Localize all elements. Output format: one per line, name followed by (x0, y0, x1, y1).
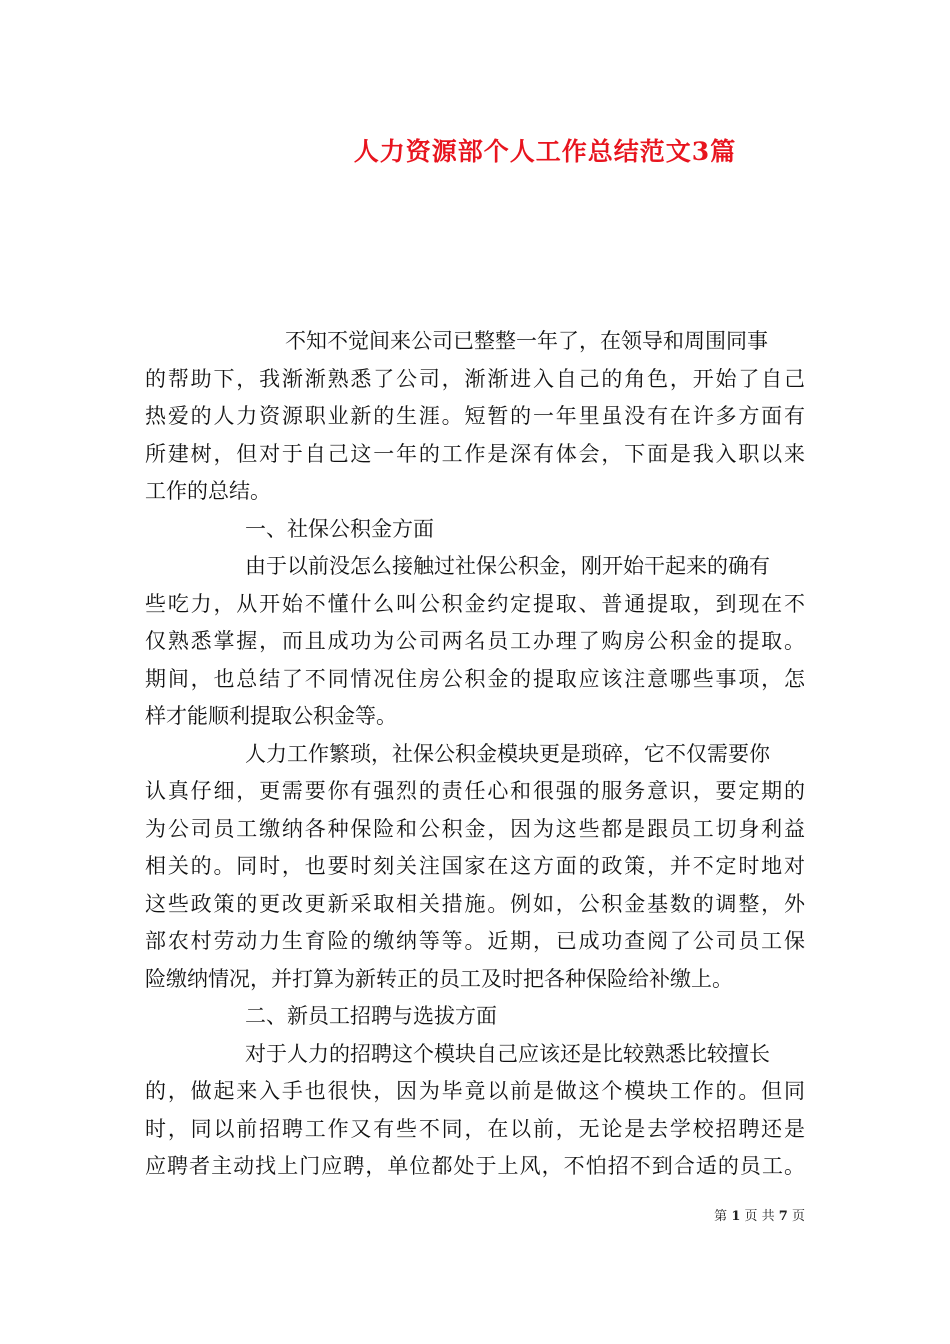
paragraph-line: 时，同以前招聘工作又有些不同，在以前，无论是去学校招聘还是 (145, 1116, 805, 1141)
footer-prefix: 第 (714, 1209, 728, 1224)
paragraph-line: 些吃力，从开始不懂什么叫公积金约定提取、普通提取，到现在不 (145, 591, 805, 616)
paragraph-line: 热爱的人力资源职业新的生涯。短暂的一年里虽没有在许多方面有 (145, 404, 805, 428)
paragraph-line: 的，做起来入手也很快，因为毕竟以前是做这个模块工作的。但同 (145, 1079, 805, 1103)
paragraph-line: 部农村劳动力生育险的缴纳等等。近期，已成功查阅了公司员工保 (145, 929, 805, 953)
document-title: 人力资源部个人工作总结范文3篇 (353, 137, 737, 166)
section-heading: 一、社保公积金方面 (245, 516, 434, 541)
page-footer (0, 1205, 805, 1224)
paragraph-line: 应聘者主动找上门应聘，单位都处于上风，不怕招不到合适的员工。 (145, 1154, 805, 1178)
paragraph-line: 不知不觉间来公司已整整一年了，在领导和周围同事 (285, 329, 768, 353)
paragraph-line: 工作的总结。 (145, 479, 271, 503)
footer-page-number: 1 (731, 1209, 741, 1224)
paragraph-line: 样才能顺利提取公积金等。 (145, 704, 397, 728)
paragraph-line: 由于以前没怎么接触过社保公积金，刚开始干起来的确有 (245, 554, 770, 578)
footer-suffix: 页 (791, 1209, 805, 1224)
paragraph-line: 期间，也总结了不同情况住房公积金的提取应该注意哪些事项，怎 (145, 666, 805, 691)
footer-middle: 页 共 (744, 1209, 775, 1224)
paragraph-line: 认真仔细，更需要你有强烈的责任心和很强的服务意识，要定期的 (145, 779, 805, 803)
paragraph-line: 相关的。同时，也要时刻关注国家在这方面的政策，并不定时地对 (145, 854, 805, 878)
title-area (0, 0, 950, 200)
paragraph-line: 所建树，但对于自己这一年的工作是深有体会，下面是我入职以来 (145, 441, 805, 466)
section-heading: 二、新员工招聘与选拔方面 (245, 1004, 497, 1028)
paragraph-line: 的帮助下，我渐渐熟悉了公司，渐渐进入自己的角色，开始了自己 (145, 366, 805, 391)
document-body (145, 323, 805, 1186)
paragraph-line: 为公司员工缴纳各种保险和公积金，因为这些都是跟员工切身利益 (145, 816, 805, 841)
footer-total-pages: 7 (778, 1209, 788, 1224)
paragraph-line: 人力工作繁琐，社保公积金模块更是琐碎，它不仅需要你 (245, 741, 770, 766)
paragraph-line: 这些政策的更改更新采取相关措施。例如，公积金基数的调整，外 (145, 891, 805, 916)
paragraph-line: 对于人力的招聘这个模块自己应该还是比较熟悉比较擅长 (245, 1041, 770, 1066)
paragraph-line: 险缴纳情况，并打算为新转正的员工及时把各种保险给补缴上。 (145, 966, 733, 991)
paragraph-line: 仅熟悉掌握，而且成功为公司两名员工办理了购房公积金的提取。 (145, 629, 805, 653)
